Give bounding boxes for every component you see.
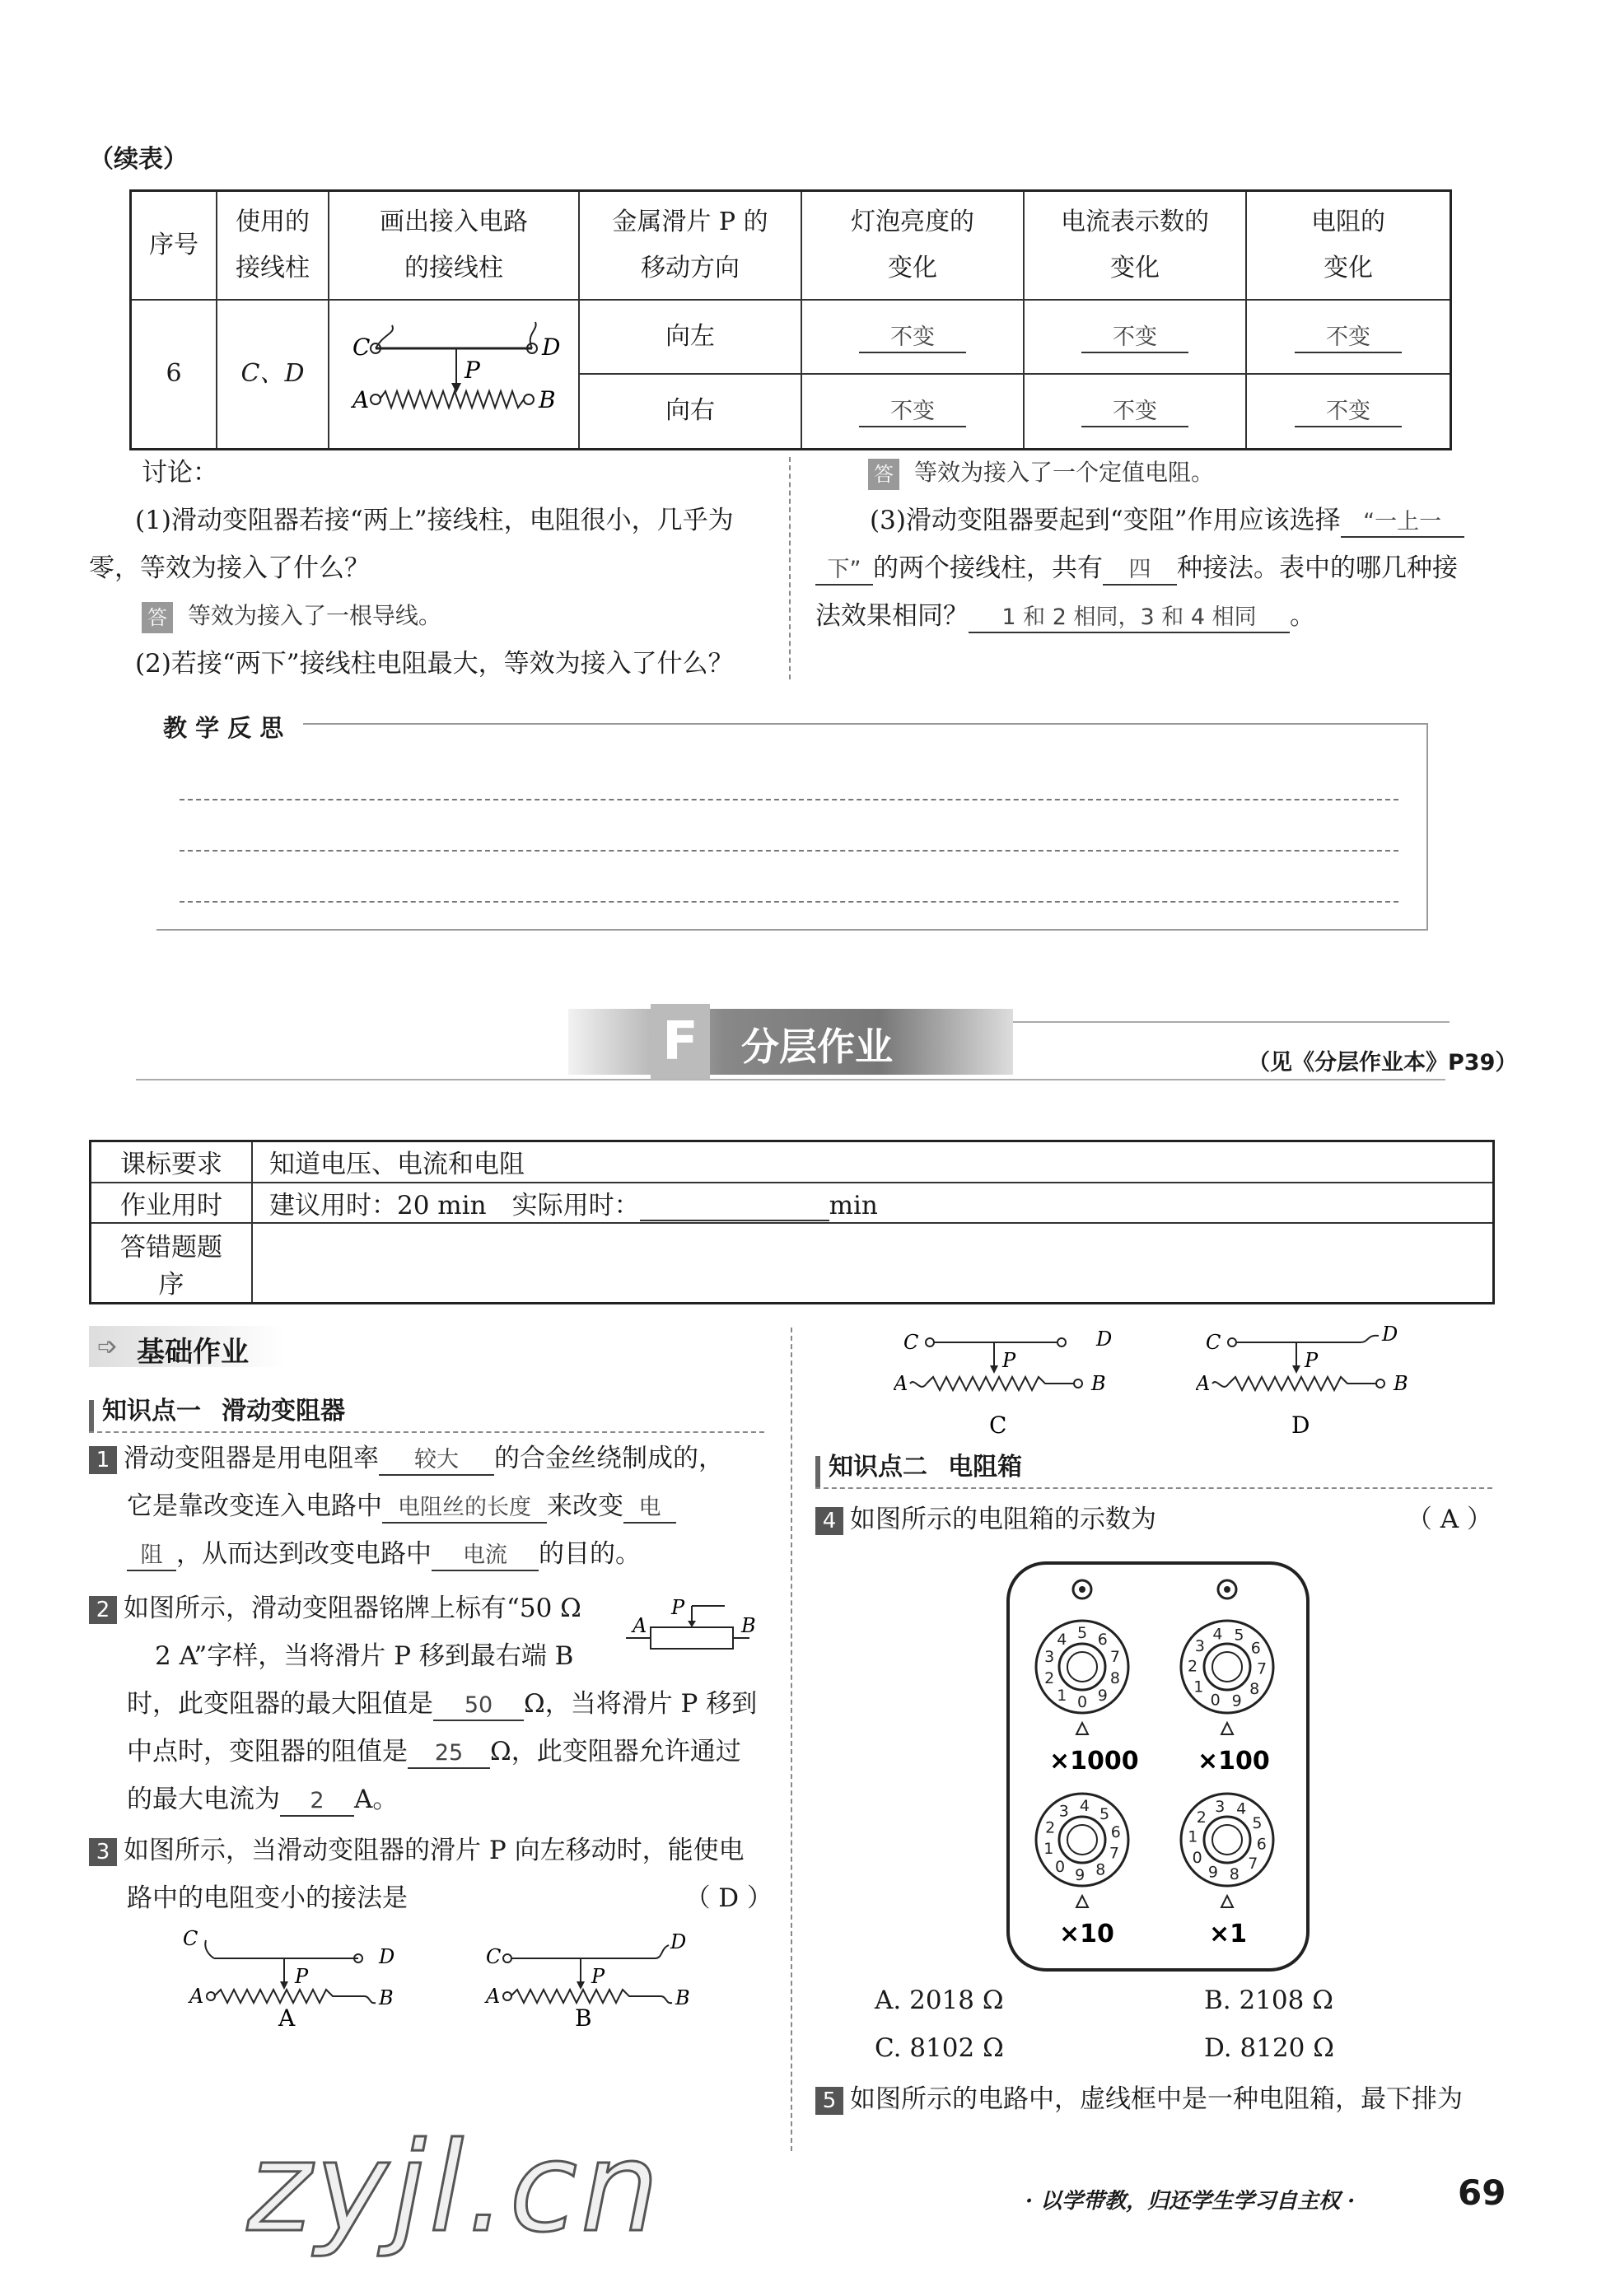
q3-number: 3 [89,1838,117,1866]
svg-text:A: A [1196,1372,1211,1395]
svg-text:C: C [183,1927,198,1950]
kp2-title: 电阻箱 [948,1453,1023,1482]
q3-answer-2: 四 [1103,556,1177,586]
dial-digit: 7 [1109,1648,1120,1666]
q4-number: 4 [815,1507,843,1535]
arrow-icon: ➩ [97,1332,119,1361]
resistance-box-dials [1006,1561,1310,1972]
reflection-frame [156,723,1428,931]
q1-text-6: 的目的。 [539,1539,641,1569]
continued-label: （续表） [89,145,188,174]
dial-digit: 1 [1043,1840,1054,1859]
column-divider-bottom [791,1328,792,2151]
dial-digit: 9 [1231,1692,1242,1710]
dial-digit: 0 [1192,1849,1202,1867]
q3-end: 。 [1290,601,1315,631]
q3-answer-1a: “一上一 [1341,508,1464,538]
q3-text-1: 如图所示，当滑动变阻器的滑片 P 向左移动时，能使电 [124,1836,745,1865]
dial-digit: 1 [1057,1687,1067,1705]
reflection-title: 教 学 反 思 [163,714,284,742]
basic-title-bar [89,1326,285,1367]
discussion-q3-line2 [815,544,1499,592]
q1-line1 [89,1435,773,1482]
row-index: 6 [131,300,217,450]
q4-text: 如图所示的电阻箱的示数为 [850,1505,1156,1534]
q1-text-4: 来改变 [547,1491,623,1521]
discussion-left [89,449,773,688]
dial-digit: 1 [1193,1678,1204,1696]
banner-rule [136,1079,1445,1080]
svg-text:D: D [1096,1328,1113,1351]
discussion-right [815,449,1499,640]
header-bulb: 灯泡亮度的 变化 [801,191,1024,300]
layered-banner [568,1009,1013,1075]
q2-rheostat-figure [626,1596,766,1662]
req-time-text: 建议用时：20 min 实际用时： [269,1190,640,1220]
q1-line3 [89,1530,773,1578]
q1-answer-3a: 电 [623,1494,676,1524]
q5-number: 5 [815,2087,843,2115]
header-diagram: 画出接入电路 的接线柱 [329,191,579,300]
q3-text-4: 法效果相同？ [815,601,969,631]
dial-label-100: ×100 [1197,1747,1270,1776]
dial-digit: 0 [1210,1691,1221,1710]
question-4 [815,1496,1492,1543]
svg-text:B: B [675,1986,690,2009]
q2-text-1: 如图所示，滑动变阻器铭牌上标有“50 Ω [124,1594,581,1623]
requirement-table [89,1140,1495,1304]
header-direction: 金属滑片 P 的 移动方向 [579,191,801,300]
banner-rule-top [1013,1021,1450,1023]
kp1-tag: 知识点一 [102,1397,201,1426]
discussion-q3-line1 [815,497,1499,544]
wrong-question-input[interactable] [252,1223,1494,1303]
column-divider-top [789,457,791,679]
q3-text-2: 路中的电阻变小的接法是 [127,1883,408,1913]
answer-resistance-right: 不变 [1295,398,1402,427]
q2-fig-p: P [671,1596,685,1619]
q3-option-a-label: A [278,2004,296,2026]
dial-digit: 7 [1109,1844,1119,1863]
q4-choice-a: A. 2018 Ω [875,1986,1004,2015]
footer-slogan: · 以学带教，归还学生学习自主权 · [1025,2189,1356,2214]
svg-text:P: P [1002,1349,1016,1372]
svg-text:D: D [1382,1323,1398,1346]
dial-digit: 3 [1194,1637,1205,1656]
dial-digit: 6 [1097,1631,1108,1649]
dial-digit: 8 [1229,1865,1240,1884]
banner-f-icon: F [651,1004,710,1080]
svg-text:C: C [1206,1331,1221,1354]
diag-label-c: C [352,333,371,361]
cell-current-left [1024,300,1246,375]
question-1 [89,1435,773,1578]
dial-digit: 2 [1196,1808,1207,1827]
q3-option-a-figure [181,1927,404,2026]
dial-digit: 0 [1055,1858,1066,1877]
diag-label-a: A [352,385,370,413]
discussion-a2: 等效为接入了一个定值电阻。 [914,459,1215,486]
cell-resistance-right [1246,374,1451,449]
q3-option-b-label: B [575,2004,592,2026]
dial-digit: 9 [1075,1865,1085,1884]
req-label-1: 课标要求 [91,1141,253,1183]
q1-text-5: ，从而达到改变电路中 [176,1539,432,1569]
row-diagram [329,300,579,450]
q2-number: 2 [89,1596,117,1624]
direction-left: 向左 [579,300,801,375]
basic-title: 基础作业 [137,1336,249,1369]
q1-text-1: 滑动变阻器是用电阻率 [124,1444,379,1473]
q3-line2 [89,1874,773,1922]
q3-option-c-figure [894,1319,1124,1443]
layered-ref: （见《分层作业本》P39） [1248,1050,1518,1076]
q1-text-3: 它是靠改变连入电路中 [127,1491,382,1521]
dial-digit: 4 [1236,1799,1247,1818]
q3-answer-3: 1 和 2 相同，3 和 4 相同 [969,604,1290,633]
q2-line2: 2 A”字样，当将滑片 P 移到最右端 B [155,1641,574,1671]
discussion-a1: 等效为接入了一根导线。 [188,602,442,629]
rheostat-cd-diagram [334,301,573,432]
kp1-title: 滑动变阻器 [222,1397,346,1426]
answer-bulb-right: 不变 [859,398,966,427]
header-current: 电流表示数的 变化 [1024,191,1246,300]
req-value-2 [252,1183,1494,1224]
q4-choice-d: D. 8120 Ω [1204,2033,1334,2063]
answer-icon-2: 答 [868,459,899,490]
q3-option-b-figure [478,1927,700,2026]
diag-label-p: P [465,356,480,384]
kp2-marker [815,1456,820,1487]
svg-text:D: D [379,1945,395,1968]
svg-text:B: B [379,1986,394,2009]
q1-number: 1 [89,1446,117,1474]
question-3 [89,1827,773,1922]
dial-digit: 5 [1099,1804,1110,1823]
q3-option-c-label: C [989,1412,1007,1439]
question-5 [815,2075,1499,2123]
dial-digit: 3 [1044,1648,1055,1666]
cell-resistance-left [1246,300,1451,375]
svg-text:B: B [1394,1372,1408,1395]
q1-answer-1: 较大 [379,1446,494,1476]
discussion-title: 讨论： [142,458,218,488]
q3-text-3: 种接法。表中的哪几种接 [1177,553,1458,583]
dial-digit: 2 [1044,1669,1055,1687]
svg-text:A: A [189,1985,204,2008]
kp1-header [89,1390,764,1433]
q2-text-8: A。 [354,1785,399,1814]
q4-choice-row-2 [875,2024,1451,2072]
svg-text:P: P [591,1965,605,1988]
q4-line1 [815,1496,1492,1543]
svg-text:A: A [486,1985,501,2008]
dial-digit: 4 [1079,1797,1090,1816]
discussion-q3-line3 [815,592,1499,640]
req-label-3: 答错题题序 [91,1223,253,1303]
header-terminals: 使用的 接线柱 [217,191,329,300]
row-terminals: C、D [217,300,329,450]
dial-digit: 6 [1250,1639,1261,1658]
cell-bulb-right [801,374,1024,449]
dial-digit: 2 [1188,1657,1198,1676]
q3-answer: （ D ） [684,1883,773,1913]
dial-digit: 6 [1110,1822,1121,1841]
discussion-a2-line [815,449,1499,497]
discussion-a1-line [89,592,773,640]
q2-text-7: 的最大电流为 [127,1785,280,1814]
svg-text:P: P [1305,1349,1319,1372]
q2-line4 [89,1728,773,1776]
q2-text-5: 中点时，变阻器的阻值是 [127,1737,408,1766]
q1-line2 [89,1482,773,1530]
dial-digit: 8 [1109,1669,1120,1687]
dial-digit: 7 [1248,1855,1258,1874]
q1-text-2: 的合金丝绕制成的， [494,1444,724,1473]
header-resistance: 电阻的 变化 [1246,191,1451,300]
kp2-tag: 知识点二 [829,1453,927,1482]
discussion-q1a: (1)滑动变阻器若接“两上”接线柱，电阻很小，几乎为 [135,506,734,535]
kp1-marker [89,1400,94,1431]
page-number: 69 [1458,2172,1506,2213]
direction-right: 向右 [579,374,801,449]
q2-text-4: Ω，当将滑片 P 移到 [524,1689,758,1719]
dial-digit: 4 [1212,1625,1223,1644]
cell-current-right [1024,374,1246,449]
req-value-1: 知道电压、电流和电阻 [252,1141,1494,1183]
q1-answer-4: 电流 [432,1542,539,1571]
dial-digit: 5 [1234,1626,1244,1645]
svg-text:C: C [486,1945,502,1968]
dial-digit: 8 [1095,1860,1106,1879]
dial-digit: 4 [1057,1631,1067,1649]
discussion-q1b: 零，等效为接入了什么？ [89,553,370,583]
q2-fig-a: A [633,1614,647,1637]
q3-option-d-figure [1196,1319,1426,1443]
svg-text:P: P [295,1965,309,1988]
q3-option-d-label: D [1291,1412,1310,1439]
q2-answer-1: 50 [433,1692,524,1721]
banner-title: 分层作业 [741,1024,893,1069]
answer-bulb-left: 不变 [859,324,966,353]
svg-text:D: D [670,1930,687,1953]
experiment-table [129,189,1452,450]
dial-digit: 0 [1077,1693,1088,1711]
q3-text-1: (3)滑动变阻器要起到“变阻”作用应该选择 [870,506,1341,535]
q4-choice-row-1 [875,1976,1451,2024]
q4-choice-b: B. 2108 Ω [1204,1986,1333,2015]
dial-digit: 9 [1097,1687,1108,1705]
discussion-q2: (2)若接“两下”接线柱电阻最大，等效为接入了什么？ [135,649,734,679]
actual-time-input[interactable] [640,1195,829,1221]
q2-fig-b: B [741,1614,756,1637]
header-index: 序号 [131,191,217,300]
q3-text-2: 的两个接线柱，共有 [873,553,1103,583]
diag-label-d: D [542,333,561,361]
svg-text:C: C [903,1331,919,1354]
dial-digit: 8 [1249,1679,1260,1698]
q3-line1 [89,1827,773,1874]
diag-label-b: B [539,385,556,413]
dial-digit: 9 [1207,1863,1218,1882]
req-time-unit: min [829,1190,878,1220]
q2-line5 [89,1776,773,1823]
answer-resistance-left: 不变 [1295,324,1402,353]
q1-answer-3b: 阻 [127,1542,176,1571]
dial-digit: 3 [1215,1797,1226,1816]
q4-answer: （ A ） [1406,1505,1492,1534]
answer-current-left: 不变 [1081,324,1188,353]
q2-text-6: Ω，此变阻器允许通过 [490,1737,741,1766]
q5-text: 如图所示的电路中，虚线框中是一种电阻箱，最下排为 [850,2084,1463,2114]
dial-label-10: ×10 [1059,1920,1114,1948]
answer-icon: 答 [142,602,173,633]
dial-digit: 6 [1256,1835,1267,1854]
kp2-header [815,1446,1492,1489]
answer-current-right: 不变 [1081,398,1188,427]
q2-text-3: 时，此变阻器的最大阻值是 [127,1689,433,1719]
q2-answer-3: 2 [280,1787,354,1817]
dial-digit: 1 [1188,1827,1198,1846]
q4-choices [875,1976,1451,2072]
q2-answer-2: 25 [408,1739,490,1769]
dial-digit: 2 [1045,1818,1056,1837]
cell-bulb-left [801,300,1024,375]
dial-digit: 3 [1058,1802,1069,1821]
dial-label-1: ×1 [1209,1920,1248,1948]
dial-digit: 5 [1077,1624,1088,1642]
req-label-2: 作业用时 [91,1183,253,1224]
q4-choice-c: C. 8102 Ω [875,2033,1004,2063]
svg-text:A: A [894,1372,908,1395]
dial-digit: 7 [1257,1659,1268,1678]
q2-line3 [89,1680,773,1728]
watermark: zyjl.cn [247,2116,663,2260]
dial-label-1000: ×1000 [1049,1747,1139,1776]
q3-answer-1b: 下” [815,556,873,586]
dial-digit: 5 [1252,1814,1263,1832]
q1-answer-2: 电阻丝的长度 [382,1494,547,1524]
svg-text:B: B [1091,1372,1106,1395]
